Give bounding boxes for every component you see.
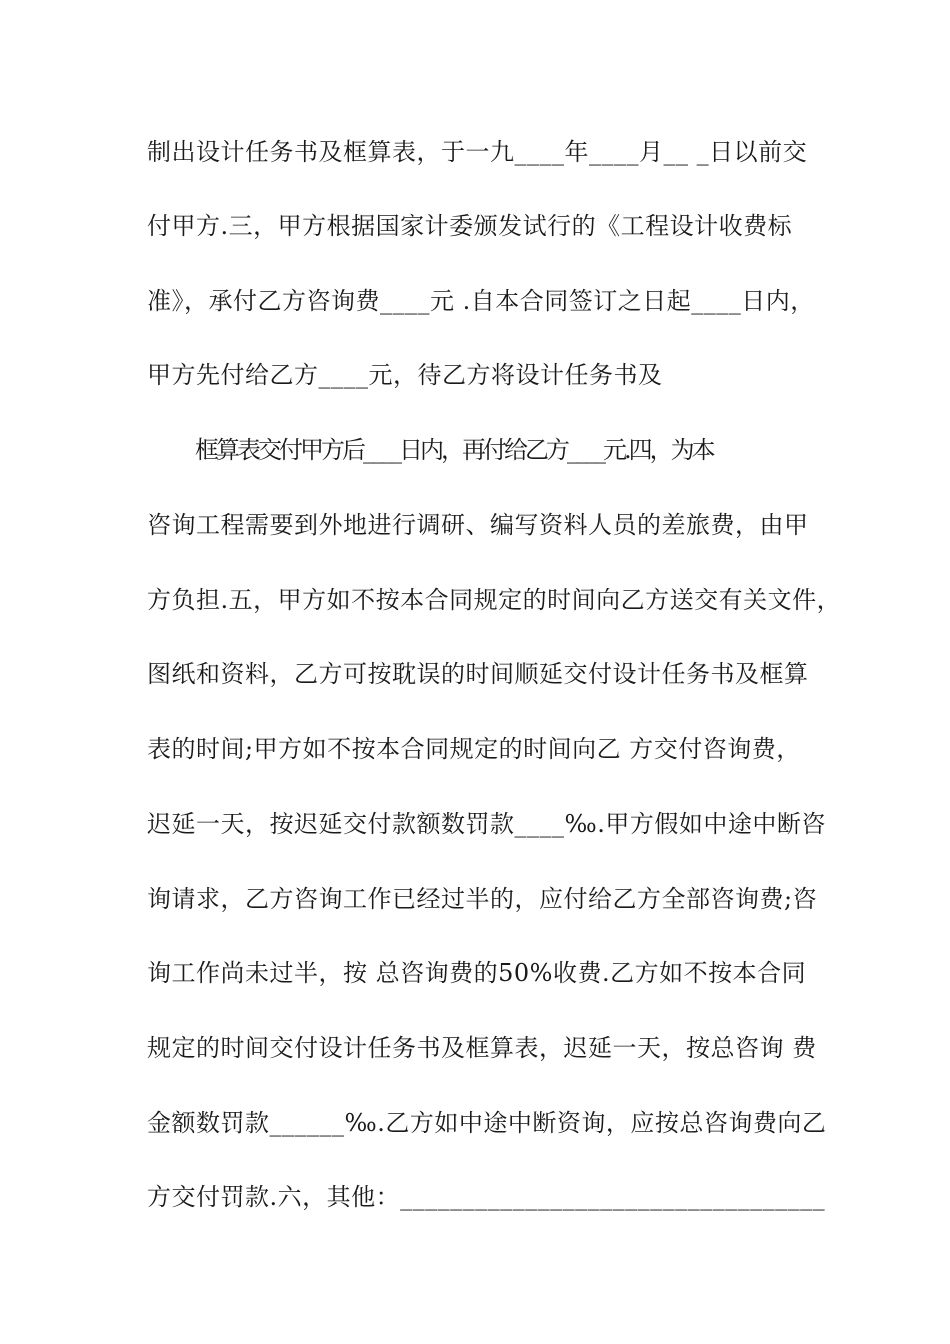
text-line-12: 询工作尚未过半，按 总咨询费的50%收费.乙方如不按本合同	[147, 959, 807, 987]
text-line-14: 金额数罚款______‰.乙方如中途中断资询，应按总咨询费向乙	[147, 1109, 827, 1137]
text-line-9: 表的时间;甲方如不按本合同规定的时间向乙 方交付咨询费，	[147, 735, 801, 763]
text-line-2: 付甲方.三，甲方根据国家计委颁发试行的《工程设计收费标	[147, 212, 793, 240]
text-line-8: 图纸和资料，乙方可按耽误的时间顺延交付设计任务书及框算	[147, 660, 809, 688]
text-line-7: 方负担.五，甲方如不按本合同规定的时间向乙方送交有关文件，	[147, 586, 842, 614]
text-line-4: 甲方先付给乙方____元，待乙方将设计任务书及	[147, 361, 663, 389]
text-line-10: 迟延一天，按迟延交付款额数罚款____‰.甲方假如中途中断咨	[147, 810, 826, 838]
text-line-5: 框算表交付甲方后____日内，再付给乙方____元.四，为本	[195, 436, 713, 464]
text-line-15: 方交付罚款.六，其他：__________________________________	[147, 1183, 826, 1211]
text-line-3: 准》，承付乙方咨询费____元 .自本合同签订之日起____日内，	[147, 287, 815, 315]
text-line-6: 咨询工程需要到外地进行调研、编写资料人员的差旅费，由甲	[147, 511, 809, 539]
text-line-13: 规定的时间交付设计任务书及框算表，迟延一天，按总咨询 费	[147, 1034, 817, 1062]
text-line-11: 询请求，乙方咨询工作已经过半的，应付给乙方全部咨询费;咨	[147, 885, 818, 913]
text-line-1: 制出设计任务书及框算表，于一九____年____月__ _日以前交	[147, 138, 808, 166]
